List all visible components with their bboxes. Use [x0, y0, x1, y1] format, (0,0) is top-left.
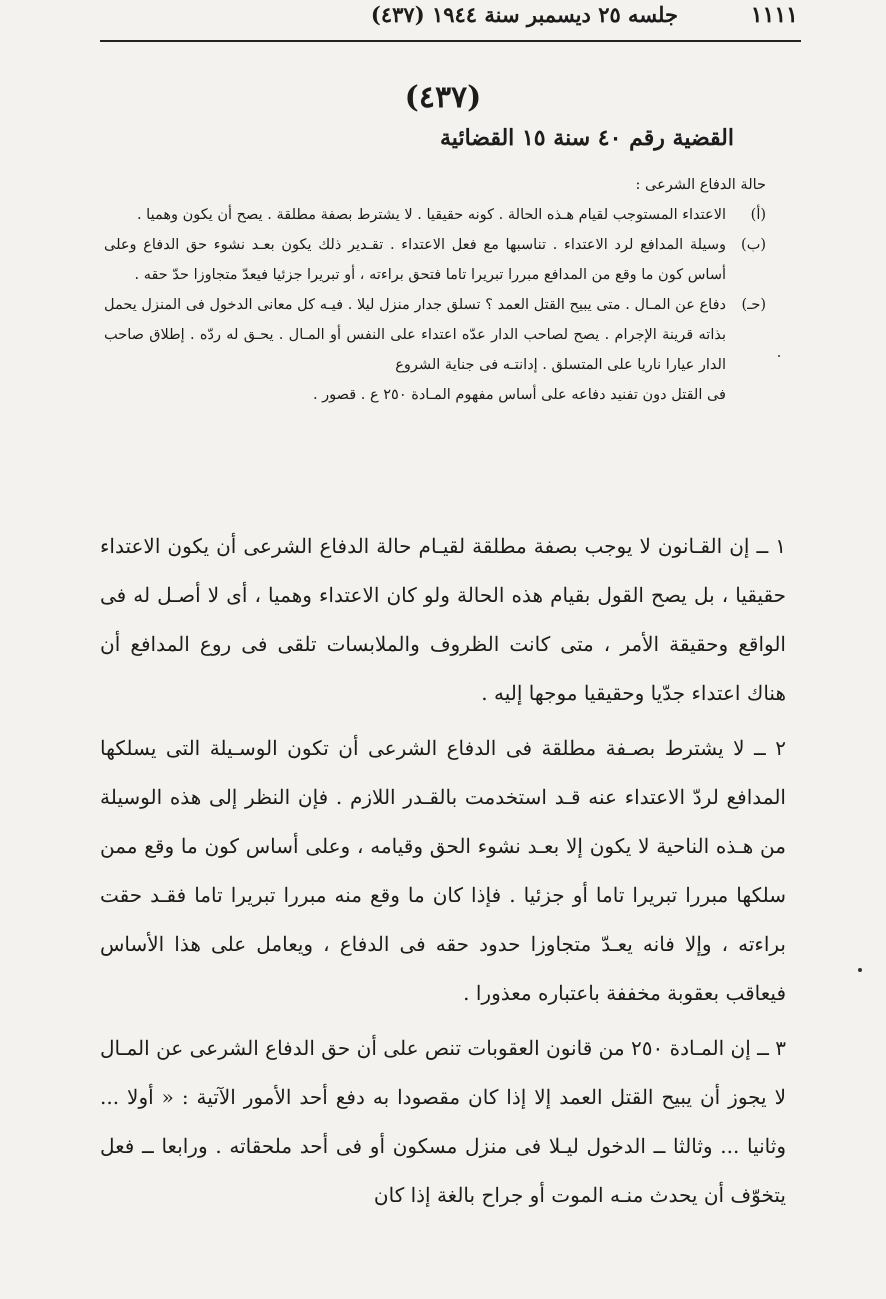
headnote-letter: (أ) [750, 207, 766, 223]
headnote-text: دفاع عن المـال . متى يبيح القتل العمد ؟ تسلق جدار منزل ليلا . فيـه كل معانى الدخول فى المنزل يحمل بذاته قرينة الإجرام . يصح لصاحب الدار عدّه اعتداء على النفس أو المـال . يحـق له ردّه . إطلاق صاحب الدار عيارا ناريا على المتسلق . إدانتـه فى جناية الشروع [104, 297, 726, 373]
headnote-item [104, 230, 766, 290]
principle-paragraph-2: ٢ ــ لا يشترط بصـفة مطلقة فى الدفاع الشرعى أن تكون الوسـيلة التى يسلكها المدافع لردّ الاعتداء عنه قـد استخدمت بالقـدر اللازم . فإن النظر إلى هذه الوسيلة من هـذه الناحية لا يكون إلا بعـد نشوء الحق وقيامه ، وعلى أساس كون ما وقع ممن سلكها مبررا تبريرا تاما أو جزئيا . فإذا كان ما وقع منه مبررا تبريرا تاما فقـد حقت براءته ، وإلا فانه يعـدّ متجاوزا حدود حقه فى الدفاع ، ويعامل على هذا الأساس فيعاقب بعقوبة مخففة باعتباره معذورا . [100, 736, 786, 1005]
headnote-text: الاعتداء المستوجب لقيام هـذه الحالة . كونه حقيقيا . لا يشترط بصفة مطلقة . يصح أن يكون وهميا . [136, 207, 726, 223]
header-rule [100, 40, 801, 42]
case-number: (٤٣٧) [404, 80, 482, 115]
page-header [104, 0, 798, 40]
headnotes [104, 170, 766, 410]
headnotes-intro: حالة الدفاع الشرعى : [635, 177, 766, 193]
headnote-item [104, 200, 766, 230]
principle-paragraph-1: ١ ــ إن القـانون لا يوجب بصفة مطلقة لقيـام حالة الدفاع الشرعى أن يكون الاعتداء حقيقيا ، بل يصح القول بقيام هذه الحالة ولو كان الاعتداء وهميا ، أى لا أصـل له فى الواقع وحقيقة الأمر ، متى كانت الظروف والملابسات تلقى فى روع المدافع أن هناك اعتداء جدّيا وحقيقيا موجها إليه . [100, 534, 786, 705]
headnote-closing: فى القتل دون تفنيد دفاعه على أساس مفهوم المـادة ٢٥٠ ع . قصور . [312, 387, 726, 403]
case-title: القضية رقم ٤٠ سنة ١٥ القضائية [440, 125, 734, 151]
headnote-item [104, 290, 766, 380]
headnote-text: وسيلة المدافع لرد الاعتداء . تناسبها مع فعل الاعتداء . تقـدير ذلك يكون بعـد نشوء حق الدفاع وعلى أساس كون ما وقع من المدافع مبررا تبريرا تاما فتحق براءته ، أو تبريرا جزئيا فيعدّ متجاوزا حدّ حقه . [104, 237, 726, 283]
headnote-letter: (حـ) [741, 297, 766, 313]
judgment-body [100, 522, 786, 1226]
principle-paragraph-3: ٣ ــ إن المـادة ٢٥٠ من قانون العقوبات تنص على أن حق الدفاع الشرعى عن المـال لا يجوز أن يبيح القتل العمد إلا إذا كان مقصودا به دفع أحد الأمور الآتية : « أولا ... وثانيا ... وثالثا ــ الدخول ليـلا فى منزل مسكون أو فى أحد ملحقاته . ورابعا ــ فعل يتخوّف أن يحدث منـه الموت أو جراح بالغة إذا كان [100, 1036, 786, 1207]
headnote-letter: (ب) [741, 237, 766, 253]
running-title: جلسه ٢٥ ديسمبر سنة ١٩٤٤ (٤٣٧) [370, 2, 678, 27]
print-speck [778, 355, 780, 357]
page-number: ١١١١ [750, 2, 798, 28]
print-speck [858, 968, 862, 972]
